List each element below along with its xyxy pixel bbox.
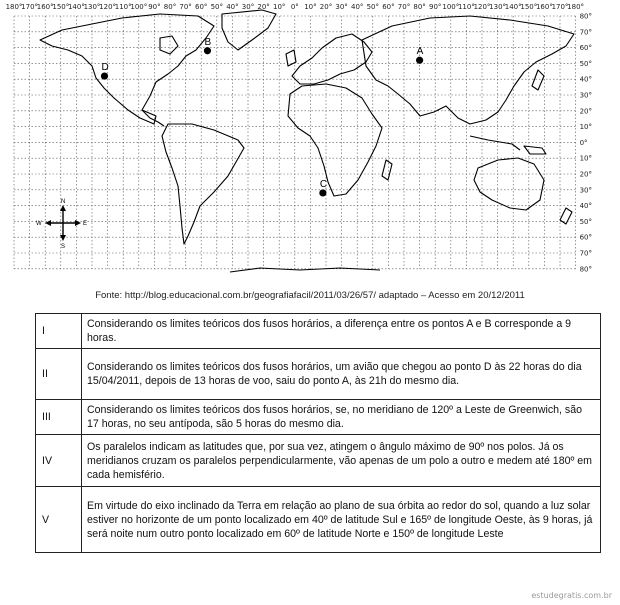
latitude-label: 20° (579, 107, 593, 116)
indonesia (470, 136, 520, 150)
statement-text: Considerando os limites teóricos dos fusos horários, se, no meridiano de 120º a Leste de Greenwich, são 17 horas, no seu antípoda, são 5 horas do mesmo dia. (82, 400, 601, 435)
compass-west-arrow (45, 220, 51, 226)
longitude-label: 70° (179, 3, 192, 11)
latitude-label: 10° (579, 154, 593, 163)
latitude-label: 60° (579, 233, 593, 242)
south-america-outline (162, 124, 244, 244)
point-b-label: B (204, 36, 212, 48)
longitude-label: 40° (350, 3, 364, 11)
longitude-label: 10° (272, 3, 286, 11)
longitude-label: 20° (319, 3, 333, 11)
latitude-label: 80° (579, 265, 593, 274)
latitude-label: 20° (579, 170, 593, 179)
statement-text: Considerando os limites teóricos dos fusos horários, a diferença entre os pontos A e B corresponde a 9 horas. (82, 314, 601, 349)
site-watermark: estudegratis.com.br (531, 591, 612, 600)
australia-outline (474, 158, 544, 210)
asia-outline (362, 16, 574, 124)
statement-number: III (36, 400, 82, 435)
longitude-label: 40° (226, 3, 239, 11)
compass-w: W (36, 221, 42, 227)
latitude-label: 50° (579, 217, 593, 226)
statement-number: II (36, 349, 82, 400)
continents (40, 10, 574, 272)
statement-text: Em virtude do eixo inclinado da Terra em relação ao plano de sua órbita ao redor do sol, quando a luz solar estiver no horizonte de um ponto localizado em 40º de latitude Sul e 165º de longitude Oeste, às 9 horas, já será noite num outro ponto localizado em 60º de latitude Norte e 150º de longitude Leste (82, 487, 601, 553)
point-a-label: A (416, 46, 424, 58)
longitude-label: 50° (210, 3, 224, 11)
longitude-label: 120° (473, 3, 491, 11)
africa-outline (288, 84, 382, 196)
latitude-label: 80° (579, 12, 593, 21)
europe-outline (292, 34, 372, 84)
latitude-label: 10° (579, 123, 593, 132)
longitude-label: 160° (535, 3, 553, 11)
latitude-label: 70° (579, 249, 593, 258)
madagascar (382, 160, 392, 180)
longitude-label: 140° (67, 3, 85, 11)
longitude-label: 150° (52, 3, 70, 11)
point-b-marker (204, 47, 211, 54)
latitude-label: 50° (579, 59, 593, 68)
point-c-label: C (319, 178, 328, 190)
compass-east-arrow (75, 220, 81, 226)
longitude-label: 90° (428, 3, 442, 11)
compass-rose (36, 199, 87, 250)
hudson-bay (160, 36, 178, 54)
compass-s: S (61, 244, 66, 250)
longitude-label: 80° (413, 3, 426, 11)
longitude-label: 10° (304, 3, 317, 11)
japan (532, 70, 544, 90)
longitude-label: 100° (442, 3, 460, 11)
longitude-label: 150° (520, 3, 538, 11)
latitude-label: 30° (579, 91, 593, 100)
longitude-label: 90° (148, 3, 161, 11)
point-a-marker (416, 57, 423, 64)
longitude-label: 0° (290, 3, 299, 11)
longitude-label: 120° (99, 3, 117, 11)
longitude-label: 80° (163, 3, 177, 11)
longitude-label: 60° (194, 3, 208, 11)
statement-text: Os paralelos indicam as latitudes que, por sua vez, atingem o ângulo máximo de 90º nos polos. Já os meridianos cruzam os paralelos perpendicularmente, vão apenas de um polo a outro e medem até 180º em cada hemisfério. (82, 435, 601, 487)
longitude-label: 170° (21, 3, 39, 11)
longitude-label: 130° (83, 3, 101, 11)
latitude-label: 60° (579, 44, 593, 53)
new-zealand (560, 208, 572, 224)
longitude-label: 180° (5, 3, 23, 11)
table-row (36, 314, 601, 349)
statement-number: V (36, 487, 82, 553)
longitude-label: 160° (36, 3, 54, 11)
point-c-marker (319, 189, 326, 196)
latitude-label: 40° (579, 75, 593, 84)
point-d-marker (101, 72, 108, 79)
longitude-label: 30° (335, 3, 348, 11)
latitude-label: 70° (579, 28, 593, 37)
longitude-label: 60° (382, 3, 395, 11)
table-row (36, 400, 601, 435)
longitude-label: 170° (551, 3, 569, 11)
latitude-label: 40° (579, 202, 593, 211)
latitude-label: 0° (579, 138, 588, 147)
longitude-label: 110° (457, 3, 475, 11)
map-source-caption: Fonte: http://blog.educacional.com.br/geografiafacil/2011/03/26/57/ adaptado – Acesso em 20/12/2011 (95, 290, 525, 301)
world-map (0, 0, 620, 290)
statement-number: I (36, 314, 82, 349)
north-america-outline (40, 14, 214, 124)
map-grid (6, 3, 592, 273)
longitude-label: 100° (130, 3, 148, 11)
longitude-label: 180° (567, 3, 585, 11)
table-row (36, 435, 601, 487)
longitude-label: 20° (257, 3, 270, 11)
new-guinea (524, 146, 546, 154)
point-d-label: D (101, 62, 109, 74)
statement-text: Considerando os limites teóricos dos fusos horários, um avião que chegou ao ponto D às 22 horas do dia 15/04/2011, depois de 13 horas de voo, saiu do ponto A, às 21h do mesmo dia. (82, 349, 601, 400)
table-row (36, 487, 601, 553)
longitude-label: 130° (489, 3, 507, 11)
longitude-label: 140° (504, 3, 522, 11)
table-row (36, 349, 601, 400)
compass-n: N (61, 199, 66, 205)
compass-e: E (83, 221, 88, 227)
longitude-label: 50° (366, 3, 380, 11)
longitude-label: 70° (397, 3, 411, 11)
statements-table (35, 313, 601, 553)
longitude-label: 30° (241, 3, 255, 11)
latitude-label: 30° (579, 186, 593, 195)
statement-number: IV (36, 435, 82, 487)
longitude-label: 110° (114, 3, 132, 11)
